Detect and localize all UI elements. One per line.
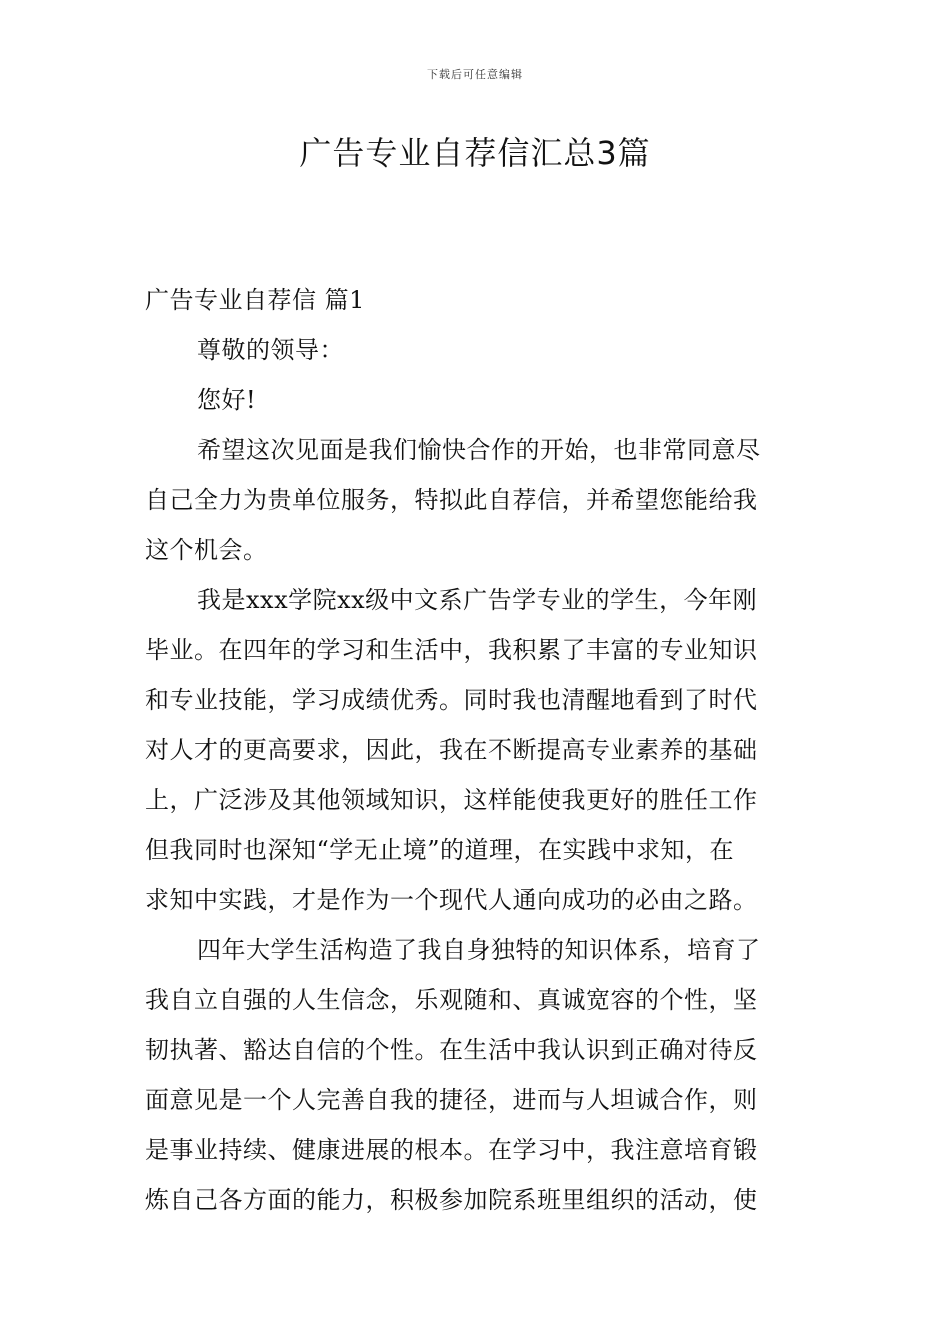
paragraph-2-line-6: 但我同时也深知“学无止境”的道理，在实践中求知，在 bbox=[145, 836, 735, 864]
paragraph-3-line-1: 四年大学生活构造了我自身独特的知识体系，培育了 bbox=[197, 936, 761, 964]
section-heading: 广告专业自荐信 篇1 bbox=[145, 286, 365, 314]
salutation: 尊敬的领导： bbox=[197, 336, 344, 364]
document-title: 广告专业自荐信汇总3篇 bbox=[299, 134, 651, 172]
header-note: 下载后可任意编辑 bbox=[427, 68, 523, 81]
paragraph-2-line-4: 对人才的更高要求，因此，我在不断提高专业素养的基础 bbox=[145, 736, 758, 764]
paragraph-3-line-5: 是事业持续、健康进展的根本。在学习中，我注意培育锻 bbox=[145, 1136, 758, 1164]
paragraph-2-line-7: 求知中实践，才是作为一个现代人通向成功的必由之路。 bbox=[145, 886, 758, 914]
paragraph-1-line-3: 这个机会。 bbox=[145, 536, 268, 564]
paragraph-2-line-2: 毕业。在四年的学习和生活中，我积累了丰富的专业知识 bbox=[145, 636, 758, 664]
paragraph-2-line-5: 上，广泛涉及其他领域知识，这样能使我更好的胜任工作 bbox=[145, 786, 758, 814]
paragraph-1-line-2: 自己全力为贵单位服务，特拟此自荐信，并希望您能给我 bbox=[145, 486, 758, 514]
paragraph-2-line-1: 我是xxx学院xx级中文系广告学专业的学生，今年刚 bbox=[197, 586, 758, 614]
paragraph-3-line-4: 面意见是一个人完善自我的捷径，进而与人坦诚合作，则 bbox=[145, 1086, 758, 1114]
paragraph-3-line-3: 韧执著、豁达自信的个性。在生活中我认识到正确对待反 bbox=[145, 1036, 758, 1064]
letter-body bbox=[145, 281, 805, 1231]
paragraph-3-line-6: 炼自己各方面的能力，积极参加院系班里组织的活动，使 bbox=[145, 1186, 758, 1214]
paragraph-2-line-3: 和专业技能，学习成绩优秀。同时我也清醒地看到了时代 bbox=[145, 686, 758, 714]
paragraph-3-line-2: 我自立自强的人生信念，乐观随和、真诚宽容的个性，坚 bbox=[145, 986, 758, 1014]
greeting: 您好! bbox=[197, 386, 257, 414]
paragraph-1-line-1: 希望这次见面是我们愉快合作的开始，也非常同意尽 bbox=[197, 436, 761, 464]
